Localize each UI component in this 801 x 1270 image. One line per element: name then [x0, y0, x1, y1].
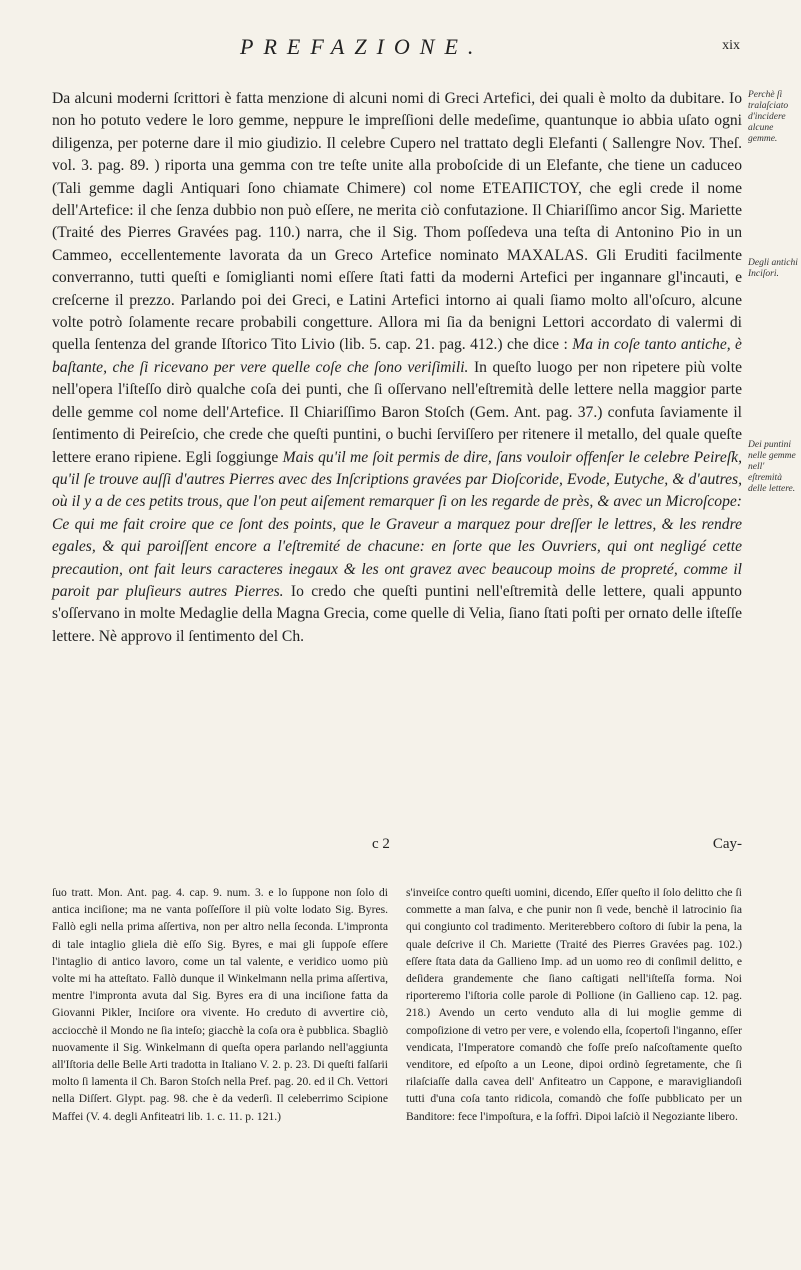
signature-mark: c 2 — [372, 836, 390, 852]
footnotes — [52, 884, 742, 1125]
catchword: Cay- — [712, 836, 742, 852]
margin-note-3: Dei puntini nelle gemme nell' eſtremità delle lettere. — [748, 440, 796, 494]
livy-quote: Ma in coſe tanto antiche, è baſtante, che ſi ricevano per vere quelle coſe che ſono veriſimili. — [52, 336, 742, 376]
footnote-right: s'inveiſce contro queſti uomini, dicendo, Eſſer queſto il ſolo delitto che ſi commette a man ſalva, e che punir non ſi vede, benchè il latrocinio ſia qui congiunto col tradimento. Meriterebbero coſtoro di ſubir la pena, la quale deſcrive il Ch. Mariette (Traité des Pierres Gravées pag. 102.) eſſere ſtata data da Gallieno Imp. ad un uomo reo di conſimil delitto, e deſidera grandemente che ſiano caſtigati nell'iſteſſa forma. Noi riporteremo l'iſtoria colle parole di Pollione (in Gallieno cap. 12. pag. 218.) Avendo un certo venduto alla di lui moglie gemme di compoſizione di vetro per vere, e volendo ella, ſcopertoſi l'inganno, eſſer vendicata, l'Imperatore comandò che foſſe preſo naſcoſtamente queſto venditore, ed eſpoſto a un Leone, dipoi ordinò ſegretamente, che ſi rilaſciaſſe dalla cavea dell' Anfiteatro un Cappone, e maravigliandoſi tutti d'una coſa tanto ridicola, comandò che foſſe pubblicato per un Banditore: fece l'impoſtura, e la ſoffrì. Dipoi laſciò il Negoziante libero. — [406, 886, 742, 1123]
footnote-left: ſuo tratt. Mon. Ant. pag. 4. cap. 9. num. 3. e lo ſuppone non ſolo di antica inciſione; ma ne vanta poſſeſſore il più volte lodato Sig. Byres. Fallò egli nella prima aſſertiva, non per altro nella ſeconda. L'impronta di tale intaglio gliela diè eſſo Sig. Byres, e mai gli ſuppoſe eſſere l'intaglio di antico lavoro, come un tal valente, e veridico uomo più volte mi ha atteſtato. Fallò dunque il Winkelmann nella prima aſſertiva, mentre l'impronta avuta dal Sig. Byres era di una inciſione fatta da Giovanni Pikler, Inciſore ora vivente. Ho creduto di avvertire ciò, acciocchè il Mondo ne ſia inteſo; giacchè la coſa ora è pubblica. Sbagliò nuovamente il Sig. Winkelmann di queſta opera parlando nell'aggiunta all'Iſtoria delle Belle Arti tradotta in Italiano V. 2. p. 23. Di queſti falſarii molto ſi lamenta il Ch. Baron Stoſch nella Pref. pag. 20. ed il Ch. Vettori nella Diſſert. Glypt. pag. 98. che è da vederſi. Il celeberrimo Scipione Maffei (V. 4. degli Anfiteatri lib. 1. c. 11. p. 121.) — [52, 886, 388, 1123]
paragraph-3: Io credo che queſti puntini nell'eſtremità delle lettere, quali appunto s'oſſervano in molte Medaglie della Magna Grecia, come quelle di Velia, ſiano ſtati poſti per ornato delle iſteſſe lettere. Nè approvo il ſentimento del Ch. — [52, 582, 742, 645]
margin-note-2: Degli antichi Inciſori. — [748, 258, 798, 279]
paragraph-2: In queſto luogo per non ripetere più volte nell'opera l'iſteſſo dirò qualche coſa dei punti, che ſi oſſervano nell'eſtremità delle lettere nella maggior parte delle gemme col nome dell'Artefice. Il Chiariſſimo Baron Stoſch (Gem. Ant. pag. 37.) confuta ſaviamente il ſentimento di Peireſcio, che crede che queſti puntini, o buchi ſerviſſero per ritenere il metallo, del quale queſte lettere erano ripiene. Egli ſoggiunge — [52, 358, 743, 466]
margin-note-1: Perchè ſi tralaſciato d'incidere alcune gemme. — [748, 90, 789, 144]
page-number: xix — [722, 38, 740, 53]
body-paragraph — [52, 88, 742, 648]
running-title: PREFAZIONE. — [240, 34, 484, 59]
french-quote: Mais qu'il me ſoit permis de dire, ſans vouloir offenſer le celebre Peireſk, qu'il ſe trouve auſſi d'autres Pierres avec des Inſcriptions gravées par Dioſcoride, Evode, Eutyche, & d'autres, où il y a de ces petits trous, que l'on peut aiſement remarquer ſi on les regarde de près, & avec un Microſcope: Ce qui me fait croire que ce ſont des points, que le Graveur a marquez pour dreſſer le lettres, & les rendre egales, & qui paroiſſent encore a l'eſtremité de chacune: en ſorte que les Ouvriers, qui ont negligé cette precaution, ont fait leurs caracteres inegaux & les ont gravez avec beaucoup moins de propreté, comme il paroit par pluſieurs autres Pierres. — [52, 448, 742, 600]
main-text — [52, 88, 742, 648]
paragraph-1: Da alcuni moderni ſcrittori è fatta menzione di alcuni nomi di Greci Artefici, dei quali è molto da dubitare. Io non ho potuto vedere le loro gemme, neppure le impreſſioni delle medeſime, quantunque io abbia uſato ogni diligenza, per poterne dare il mio giudizio. Il celebre Cupero nel trattato degli Elefanti ( Sallengre Nov. Theſ. vol. 3. pag. 89. ) riporta una gemma con tre teſte unite alla proboſcide di un Elefante, che tiene un caduceo (Tali gemme dagli Antiquari ſono chiamate Chimere) col nome ΕΤΕΑΠΙCΤΟΥ, che egli crede il nome dell'Artefice: il che ſenza dubbio non può eſſere, ne merita ciò confutazione. Il Chiariſſimo ancor Sig. Mariette (Traité des Pierres Gravées pag. 110.) narra, che il Sig. Thom poſſedeva una teſta di Antonino Pio in un Cammeo, eccellentemente lavorata da un Greco Artefice nominato MAXALAS. Gli Eruditi facilmente converranno, tutti queſti e ſomiglianti nomi eſſere ſtati fatti da moderni Artefici per ingannare gl'incauti, e creſcerne il prezzo. Parlando poi dei Greci, e Latini Artefici intorno ai quali ſiamo molto all'oſcuro, alcune volte potrò ſolamente recare probabili congetture. Allora mi ſia da benigni Lettori accordato di valermi di quella ſentenza del grande Iſtorico Tito Livio (lib. 5. cap. 21. pag. 412.) che dice : — [52, 90, 742, 354]
